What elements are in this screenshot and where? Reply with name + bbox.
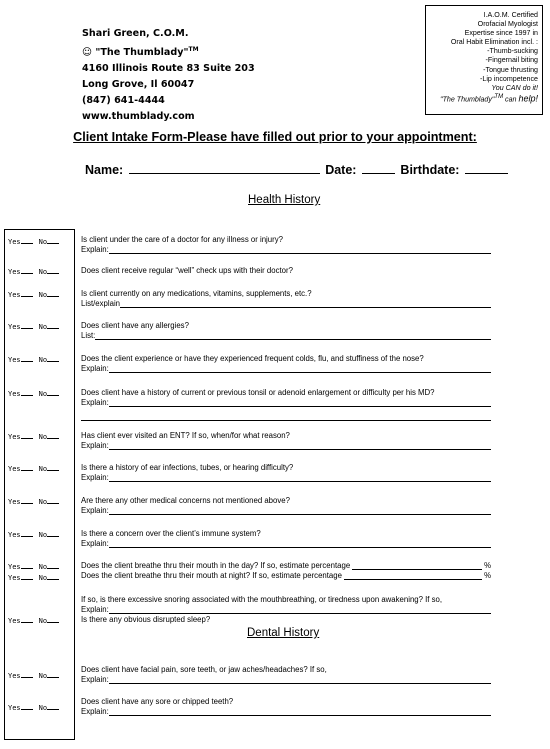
cert-line: Orofacial Myologist: [477, 20, 538, 29]
birthdate-field[interactable]: [465, 161, 508, 174]
question-medications: Is client currently on any medications, vitamins, supplements, etc.? List/explain: [81, 289, 491, 309]
yes-no-answer[interactable]: Yes No: [8, 389, 65, 398]
cert-line: I.A.O.M. Certified: [483, 11, 538, 19]
yes-no-answer[interactable]: Yes No: [8, 671, 65, 680]
question-chipped-teeth: Does client have any sore or chipped teeth? Explain:: [81, 697, 491, 717]
question-tonsils: Does client have a history of current or previous tonsil or adenoid enlargement or difficulty per his MD? Explain:: [81, 388, 491, 408]
cert-line: -Fingernail biting: [485, 56, 538, 65]
cert-slogan: You CAN do it!: [491, 83, 538, 92]
question-checkups: Does client receive regular “well” check ups with their doctor?: [81, 266, 293, 275]
answer-line[interactable]: [109, 539, 491, 548]
yes-no-answer[interactable]: Yes No: [8, 616, 65, 625]
birthdate-label: Birthdate:: [400, 163, 460, 177]
yes-no-answer[interactable]: Yes No: [8, 355, 65, 364]
street-address: 4160 Illinois Route 83 Suite 203: [82, 63, 255, 75]
answer-line[interactable]: [95, 331, 491, 340]
cert-tagline: "The Thumblady"™ can help!: [440, 93, 538, 104]
date-label: Date:: [325, 163, 357, 177]
cert-line: -Lip incompetence: [480, 74, 538, 83]
website: www.thumblady.com: [82, 111, 195, 123]
question-mouth-breathing: Does the client breathe thru their mouth in the day? If so, estimate percentage % Does the client breathe thru their mouth at night? If so, estimate percentage %: [81, 561, 491, 580]
question-facial-pain: Does client have facial pain, sore teeth, or jaw aches/headaches? If so, Explain:: [81, 665, 491, 685]
name-field[interactable]: [129, 161, 320, 174]
yes-no-answer[interactable]: Yes No: [8, 562, 65, 571]
practitioner-name: Shari Green, C.O.M.: [82, 28, 189, 39]
answer-line[interactable]: [109, 675, 491, 684]
percentage-day-field[interactable]: [352, 561, 482, 570]
question-other-concerns: Are there any other medical concerns not mentioned above? Explain:: [81, 496, 491, 516]
answer-line[interactable]: [109, 506, 491, 515]
yes-no-answer[interactable]: Yes No: [8, 530, 65, 539]
name-label: Name:: [85, 163, 124, 177]
question-colds: Does the client experience or have they experienced frequent colds, flu, and stuffiness of the nose? Explain:: [81, 354, 491, 374]
answer-line[interactable]: [109, 473, 491, 482]
certification-box: [425, 5, 543, 115]
cert-line: -Tongue thrusting: [483, 65, 538, 74]
question-immune: Is there a concern over the client’s immune system? Explain:: [81, 529, 491, 549]
question-ent: Has client ever visited an ENT? If so, when/for what reason? Explain:: [81, 431, 491, 451]
yes-no-answer[interactable]: Yes No: [8, 290, 65, 299]
question-allergies: Does client have any allergies? List:: [81, 321, 491, 341]
trademark-mark: TM: [188, 46, 199, 53]
yes-no-answer[interactable]: Yes No: [8, 432, 65, 441]
answer-line[interactable]: [109, 364, 491, 373]
cert-line: Expertise since 1997 in: [464, 29, 538, 38]
answer-line[interactable]: [109, 707, 491, 716]
yes-no-answer[interactable]: Yes No: [8, 464, 65, 473]
yes-no-answer[interactable]: Yes No: [8, 267, 65, 276]
answer-line[interactable]: [109, 245, 491, 254]
name-date-row: [85, 161, 510, 177]
yes-no-answer[interactable]: Yes No: [8, 237, 65, 246]
answer-line[interactable]: [109, 398, 491, 407]
question-snoring: If so, is there excessive snoring associated with the mouthbreathing, or tiredness upon awakening? If so, Explain: Is there any obvious disrupted sleep?: [81, 595, 491, 625]
cert-line: Oral Habit Elimination incl. :: [450, 38, 538, 47]
yes-no-column: [4, 229, 75, 740]
answer-line[interactable]: [81, 420, 491, 421]
answer-line[interactable]: [109, 605, 491, 614]
answer-line[interactable]: [120, 299, 491, 308]
yes-no-answer[interactable]: Yes No: [8, 573, 65, 582]
phone-number: (847) 641-4444: [82, 95, 165, 107]
date-field[interactable]: [362, 161, 395, 174]
form-title: Client Intake Form-Please have filled out prior to your appointment:: [73, 130, 477, 144]
cert-line: -Thumb-sucking: [487, 47, 538, 56]
yes-no-answer[interactable]: Yes No: [8, 497, 65, 506]
yes-no-answer[interactable]: Yes No: [8, 322, 65, 331]
practitioner-address: [82, 26, 255, 125]
city-state-zip: Long Grove, Il 60047: [82, 79, 195, 91]
practice-name: ☺ "The Thumblady"™: [82, 46, 199, 59]
dental-history-title: Dental History: [247, 627, 320, 639]
question-ear-infections: Is there a history of ear infections, tubes, or hearing difficulty? Explain:: [81, 463, 491, 483]
health-history-title: Health History: [248, 194, 321, 206]
percentage-night-field[interactable]: [344, 571, 482, 580]
yes-no-answer[interactable]: Yes No: [8, 703, 65, 712]
question-doctor-care: Is client under the care of a doctor for any illness or injury? Explain:: [81, 235, 491, 255]
answer-line[interactable]: [109, 441, 491, 450]
